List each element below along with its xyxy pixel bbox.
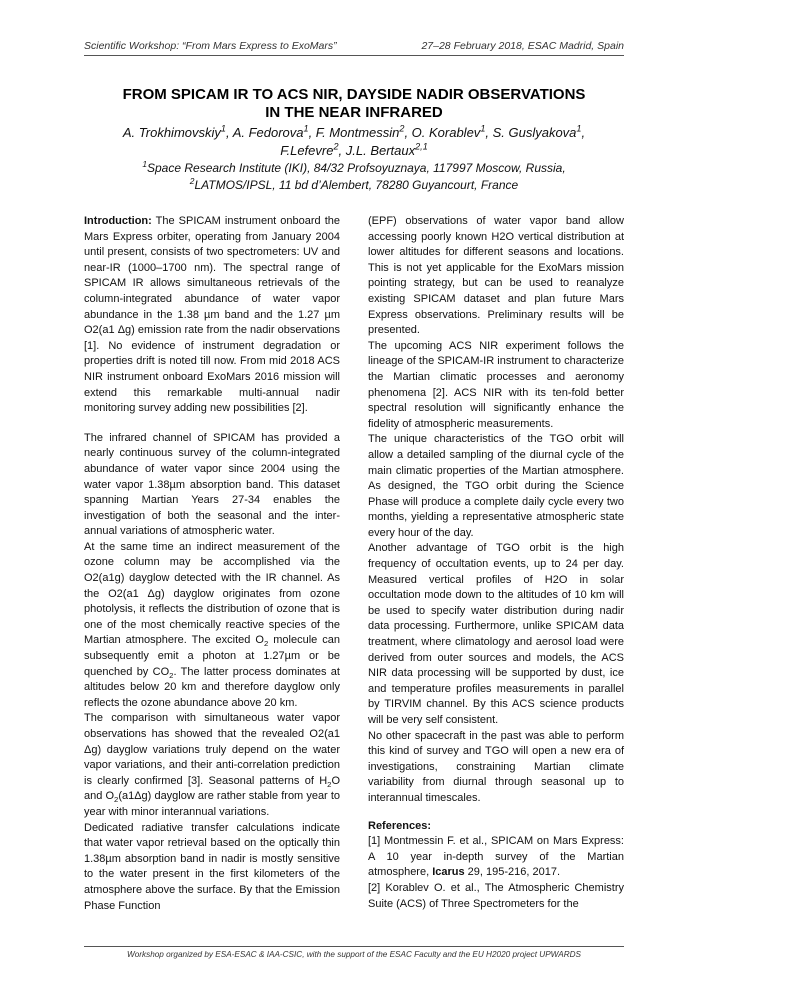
author-affiliation-mark: 1 <box>303 123 309 134</box>
subscript: 2 <box>263 639 269 649</box>
paragraph-introduction <box>84 214 340 417</box>
right-column <box>368 214 624 912</box>
reference-journal: Icarus <box>432 866 465 879</box>
author-affiliation-mark: 1 <box>576 123 582 134</box>
author-separator: , <box>581 125 586 140</box>
paragraph: Another advantage of TGO orbit is the high frequency of occultation events, up to 24 per day. Measured vertical profiles of H2O in solar occultation mode down to the altitudes of 10 km will be used to specify water distribution during nadir data processing. Furthermore, unlike SPICAM data treatment, where climatology and aerosol load were derived from outer sources and models, the ACS NIR data processing will be supported by dust, ice and temperature profiles measurements in parallel by TIRVIM channel. By this ACS science products will be very self consistent. <box>368 542 624 726</box>
paragraph-text: The comparison with simultaneous water vapor observations has showed that the revealed O2(a1 Δg) dayglow variations truly depend on the water vapor variations, and their anti-correlation prediction is clearly confirmed [3]. Seasonal patterns of H <box>84 712 340 787</box>
header-rule <box>84 55 624 56</box>
paragraph <box>84 540 340 712</box>
paragraph-text: (a1Δg) dayglow are rather stable from year to year with minor interannual variations. <box>84 790 341 818</box>
paragraph-text: The SPICAM instrument onboard the Mars Express orbiter, operating from January 2004 until present, consists of two spectrometers: UV and near-IR (1000–1700 nm). The spectral range of SPICAM IR allows simultaneous retrievals of the column-integrated abundance of water vapor abundance in the 1.38 µm band and the 1.27 µm O2(a1 Δg) emission rate from the nadir observations [1]. No evidence of instrument degradation or properties drift is noted till now. From mid 2018 ACS NIR instrument onboard ExoMars 2016 mission will extend this remarkable multi-annual nadir monitoring survey adding new possibilities [2]. <box>84 215 340 415</box>
author: , S. Guslyakova <box>485 125 577 140</box>
author: , O. Korablev <box>404 125 481 140</box>
page-footer: Workshop organized by ESA-ESAC & IAA-CSIC, with the support of the ESAC Faculty and the EU H2020 project UPWARDS <box>127 950 581 959</box>
title-line-1: FROM SPICAM IR TO ACS NIR, DAYSIDE NADIR OBSERVATIONS <box>122 86 586 103</box>
affiliation-mark: 1 <box>142 159 147 169</box>
author-affiliation-mark: 2 <box>399 123 405 134</box>
author-affiliation-mark: 2 <box>333 141 339 152</box>
paragraph: (EPF) observations of water vapor band allow accessing poorly known H2O vertical distribution at lower altitudes for different seasons and locations. This is not yet applicable for the ExoMars mission pointing strategy, but can be used to reanalyze existing SPICAM dataset and plan future Mars Express observations. Preliminary results will be presented. <box>368 215 624 337</box>
affiliation: Space Research Institute (IKI), 84/32 Profsoyuznaya, 117997 Moscow, Russia, <box>147 161 566 175</box>
paragraph-text: O and O <box>84 774 340 803</box>
subscript: 2 <box>114 795 119 805</box>
footer-rule <box>84 946 624 947</box>
author-affiliation-mark: 1 <box>480 123 486 134</box>
paragraph: Dedicated radiative transfer calculations indicate that water vapor retrieval based on the optically thin 1.38µm absorption band in nadir is mostly sensitive to the water present in the first kilometers of the atmosphere above the surface. By that the Emission Phase Function <box>84 821 340 912</box>
paragraph-text: molecule can subsequently emit a photon at 1.27µm or be quenched by CO <box>84 634 340 678</box>
paper-title <box>84 86 624 122</box>
paragraph-text: At the same time an indirect measurement of the ozone column may be accomplished via the O2(a1g) dayglow detected with the IR channel. As the O2(a1 Δg) dayglow originates from ozone photolysis, it reflects the distribution of ozone that is one of the most chemically reactive species of the Martian atmosphere. The excited O <box>84 540 340 647</box>
subscript: 2 <box>327 779 332 789</box>
left-column <box>84 214 340 914</box>
title-line-2: IN THE NEAR INFRARED <box>265 104 443 121</box>
affiliations <box>84 160 624 194</box>
references-heading: References: <box>368 819 431 832</box>
section-heading-introduction: Introduction: <box>84 215 152 227</box>
running-header <box>84 40 624 52</box>
author-list <box>84 124 624 160</box>
affiliation-mark: 2 <box>189 176 195 186</box>
author: A. Trokhimovskiy <box>122 125 221 140</box>
paragraph: No other spacecraft in the past was able to perform this kind of survey and TGO will open a new era of investigations, constraining Martian climate variability from diurnal through seasonal up to interannual timescales. <box>368 729 624 804</box>
paragraph: The infrared channel of SPICAM has provided a nearly continuous survey of the column-integrated abundance of water vapor since 2004 using the water vapor 1.38µm absorption band. This dataset spanning Martian Years 27-34 enables the investigation of both the seasonal and the inter-annual variations of atmospheric water. <box>84 431 340 538</box>
author: , F. Montmessin <box>308 125 400 140</box>
author: , A. Fedorova <box>225 125 304 140</box>
subscript: 2 <box>169 670 174 680</box>
running-header-right: 27–28 February 2018, ESAC Madrid, Spain <box>421 40 624 52</box>
running-header-left: Scientific Workshop: “From Mars Express to ExoMars” <box>84 40 337 52</box>
author: F.Lefevre <box>280 143 334 158</box>
reference-item <box>368 834 624 881</box>
author-affiliation-mark: 1 <box>220 123 226 134</box>
paragraph: The upcoming ACS NIR experiment follows the lineage of the SPICAM-IR instrument to characterize the Martian climatic processes and aeronomy phenomena [2]. ACS NIR with its ten-fold better spectral resolution will significantly enhance the fidelity of atmospheric measurements. <box>368 339 624 430</box>
reference-text: 29, 195-216, 2017. <box>464 866 561 879</box>
reference-item: [2] Korablev O. et al., The Atmospheric Chemistry Suite (ACS) of Three Spectrometers for the <box>368 881 624 910</box>
affiliation: LATMOS/IPSL, 11 bd d’Alembert, 78280 Guyancourt, France <box>194 178 519 192</box>
paragraph: The unique characteristics of the TGO orbit will allow a detailed sampling of the diurnal cycle of the main climatic properties of the Martian atmosphere. As designed, the TGO orbit during the Science Phase will produce a complete daily cycle every two months, yielding a representative atmospheric state every hour of the day. <box>368 433 624 539</box>
paragraph <box>84 711 340 820</box>
author: , J.L. Bertaux <box>338 143 416 158</box>
reference-text: [1] Montmessin F. et al., SPICAM on Mars Express: A 10 year in-depth survey of the Martian atmosphere, <box>368 835 624 879</box>
paragraph-text: . The latter process dominates at altitudes below 20 km and therefore dayglow only reflects the ozone abundance above 20 km. <box>84 665 340 709</box>
author-affiliation-mark: 2,1 <box>415 141 428 152</box>
title-block <box>84 86 624 194</box>
